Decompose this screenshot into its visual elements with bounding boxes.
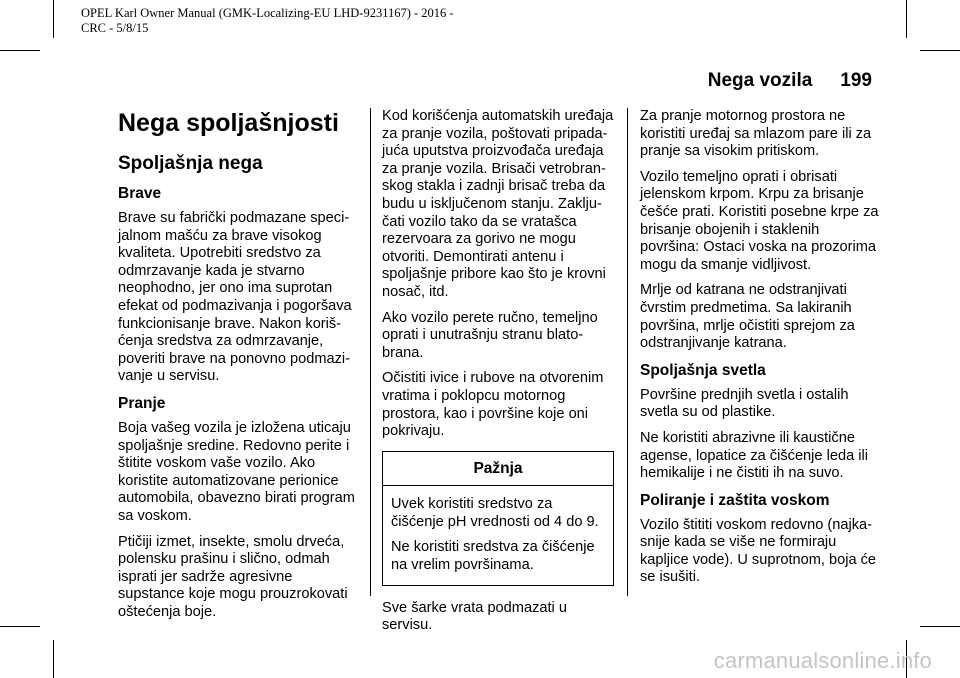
heading-poliranje: Poliranje i zaštita voskom <box>640 491 830 509</box>
paragraph: Mrlje od katrana ne odstranjivati čvrstim predmetima. Sa lakiranih površina, mrlje očistiti sprejom za odstranjivanje katrana. <box>640 282 855 352</box>
page-title: Nega spoljašnjosti <box>118 109 339 137</box>
heading-brave: Brave <box>118 185 162 202</box>
paragraph: Vozilo štititi voskom redovno (najka-snije kada se više ne formiraju kapljice vode). U suprotnom, boja će se isušiti. <box>640 516 877 586</box>
crop-mark <box>920 50 960 51</box>
running-head <box>708 70 872 92</box>
paragraph: Brave su fabrički podmazane speci-jalnom mašću za brave visokog kvaliteta. Upotrebiti sredstvo za odmrzavanje kada je stvarno neophodno, jer ono ima suprotan efekat od podmazivanja i pogoršava funkcionisanje brave. Nakon koriš-ćenja sredstva za odmrzavanje, poveriti brave na ponovno podmazi-vanje u servisu. <box>118 210 352 385</box>
paragraph: Ako vozilo perete ručno, temeljno oprati i unutrašnju stranu blato-brana. <box>382 309 598 361</box>
column-divider <box>627 108 628 596</box>
paragraph: Za pranje motornog prostora ne koristiti uređaj sa mlazom pare ili za pranje sa visokim pritiskom. <box>640 108 872 160</box>
paragraph: Ptičiji izmet, insekte, smolu drveća, polensku prašinu i slično, odmah isprati jer sadrže agresivne supstance koje mogu prouzrokovati oštećenja boje. <box>118 533 348 620</box>
paragraph: Očistiti ivice i rubove na otvorenim vratima i poklopcu motornog prostora, kao i površine koje oni pokrivaju. <box>382 370 604 440</box>
crop-mark <box>0 626 40 627</box>
paragraph: Boja vašeg vozila je izložena uticaju spoljašnje sredine. Redovno perite i štitite voskom vaše vozilo. Ako koristite automatizovane perionice automobila, obavezno birati program sa voskom. <box>118 419 355 524</box>
notice-paragraph: Ne koristiti sredstva za čišćenje na vrelim površinama. <box>391 539 595 574</box>
crop-mark <box>906 0 907 38</box>
crop-mark <box>920 626 960 627</box>
column-2 <box>382 108 614 643</box>
document-meta: OPEL Karl Owner Manual (GMK-Localizing-EU LHD-9231167) - 2016 - CRC - 5/8/15 <box>81 6 454 35</box>
crop-mark <box>0 50 40 51</box>
crop-mark <box>53 0 54 38</box>
notice-box <box>382 451 614 586</box>
paragraph: Ne koristiti abrazivne ili kaustične agense, lopatice za čišćenje leda ili hemikalije i ne čistiti ih na suvo. <box>640 429 868 482</box>
column-1 <box>118 108 358 629</box>
notice-body <box>383 486 613 584</box>
watermark: carmanualsonline.info <box>713 648 932 673</box>
notice-heading: Pažnja <box>383 452 613 487</box>
paragraph: Kod korišćenja automatskih uređaja za pranje vozila, poštovati pripada-juća uputstva proizvođača uređaja za pranje vozila. Brisači vetrobran-skog stakla i zadnji brisač treba da budu u isključenom stanju. Zaklju-čati vozilo tako da se vratašca rezervoara za gorivo ne mogu otvoriti. Demontirati antenu i spoljašnje pribore kao što je krovni nosač, itd. <box>382 108 614 300</box>
notice-paragraph: Uvek koristiti sredstvo za čišćenje pH vrednosti od 4 do 9. <box>391 496 599 530</box>
paragraph: Sve šarke vrata podmazati u servisu. <box>382 599 567 634</box>
column-divider <box>370 108 371 596</box>
column-3 <box>640 108 880 595</box>
page-number: 199 <box>840 70 872 91</box>
crop-mark <box>53 640 54 678</box>
section-title: Nega vozila <box>707 70 813 91</box>
heading-pranje: Pranje <box>118 394 166 412</box>
paragraph: Vozilo temeljno oprati i obrisati jelenskom krpom. Krpu za brisanje češće prati. Koristiti posebne krpe za brisanje obojenih i staklenih površina: Ostaci voska na prozorima mogu da smanje vidljivost. <box>640 168 879 273</box>
subtitle: Spoljašnja nega <box>118 153 263 174</box>
heading-svetla: Spoljašnja svetla <box>640 361 766 379</box>
paragraph: Površine prednjih svetla i ostalih svetla su od plastike. <box>640 386 849 421</box>
